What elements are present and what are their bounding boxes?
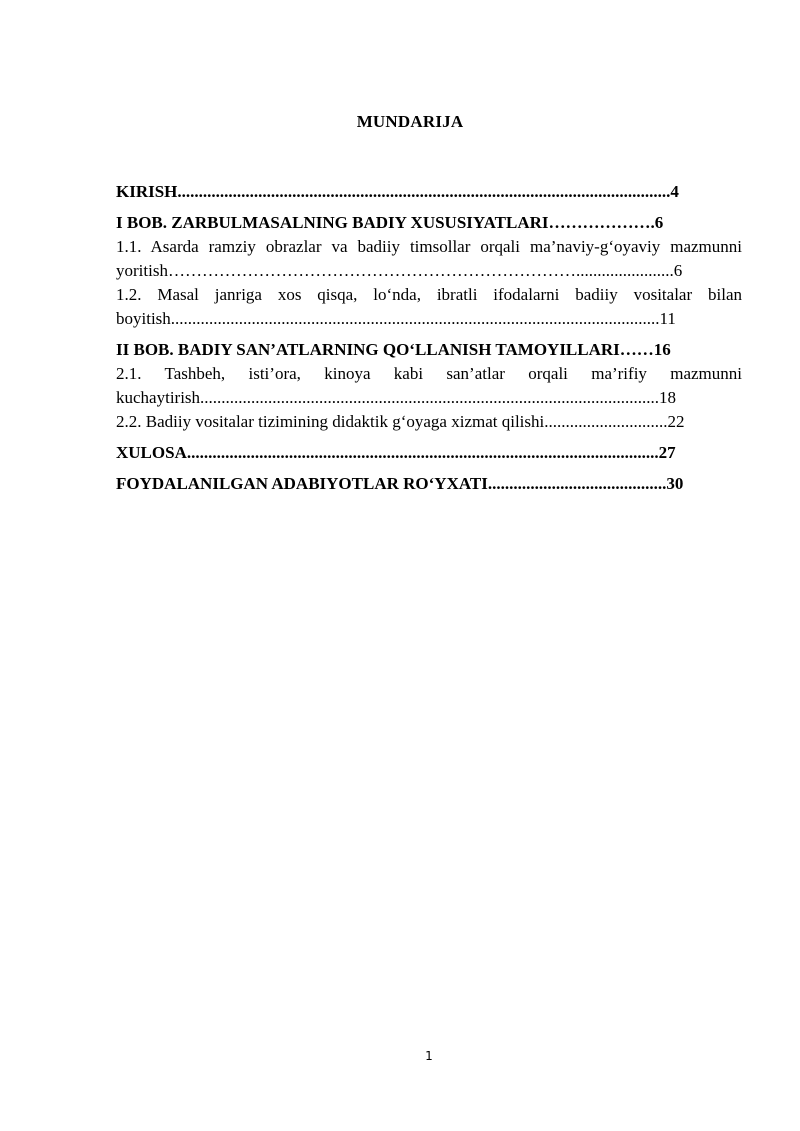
toc-entry-section-2-1-line2: kuchaytirish............................................................................................................18 xyxy=(116,388,677,407)
toc-entry-section-1-2 xyxy=(116,283,742,331)
table-of-contents xyxy=(116,180,742,496)
toc-entry-chapter-1: I BOB. ZARBULMASALNING BADIY XUSUSIYATLARI……………….6 xyxy=(116,213,664,232)
toc-entry-section-1-1-line2: yoritish……………………………………………………………….......................6 xyxy=(116,261,683,280)
page-title: MUNDARIJA xyxy=(356,112,464,131)
toc-entry-adabiyotlar: FOYDALANILGAN ADABIYOTLAR RO‘YXATI..........................................30 xyxy=(116,474,684,493)
toc-entry-kirish: KIRISH....................................................................................................................4 xyxy=(116,182,679,201)
toc-entry-chapter-2: II BOB. BADIY SAN’ATLARNING QO‘LLANISH TAMOYILLARI……16 xyxy=(116,340,671,359)
toc-entry-section-2-2: 2.2. Badiiy vositalar tizimining didaktik g‘oyaga xizmat qilishi.............................22 xyxy=(116,412,685,431)
toc-entry-section-1-1-line1: 1.1. Asarda ramziy obrazlar va badiiy timsollar orqali ma’naviy-g‘oyaviy mazmunni xyxy=(116,237,742,256)
toc-entry-section-1-1 xyxy=(116,235,742,283)
toc-entry-xulosa: XULOSA...............................................................................................................27 xyxy=(116,443,676,462)
toc-entry-section-1-2-line1: 1.2. Masal janriga xos qisqa, lo‘nda, ibratli ifodalarni badiiy vositalar bilan xyxy=(116,285,742,304)
page-number: 1 xyxy=(425,1049,433,1063)
toc-entry-section-1-2-line2: boyitish...................................................................................................................11 xyxy=(116,309,676,328)
toc-entry-section-2-1 xyxy=(116,362,742,410)
toc-entry-section-2-1-line1: 2.1. Tashbeh, isti’ora, kinoya kabi san’atlar orqali ma’rifiy mazmunni xyxy=(116,364,742,383)
